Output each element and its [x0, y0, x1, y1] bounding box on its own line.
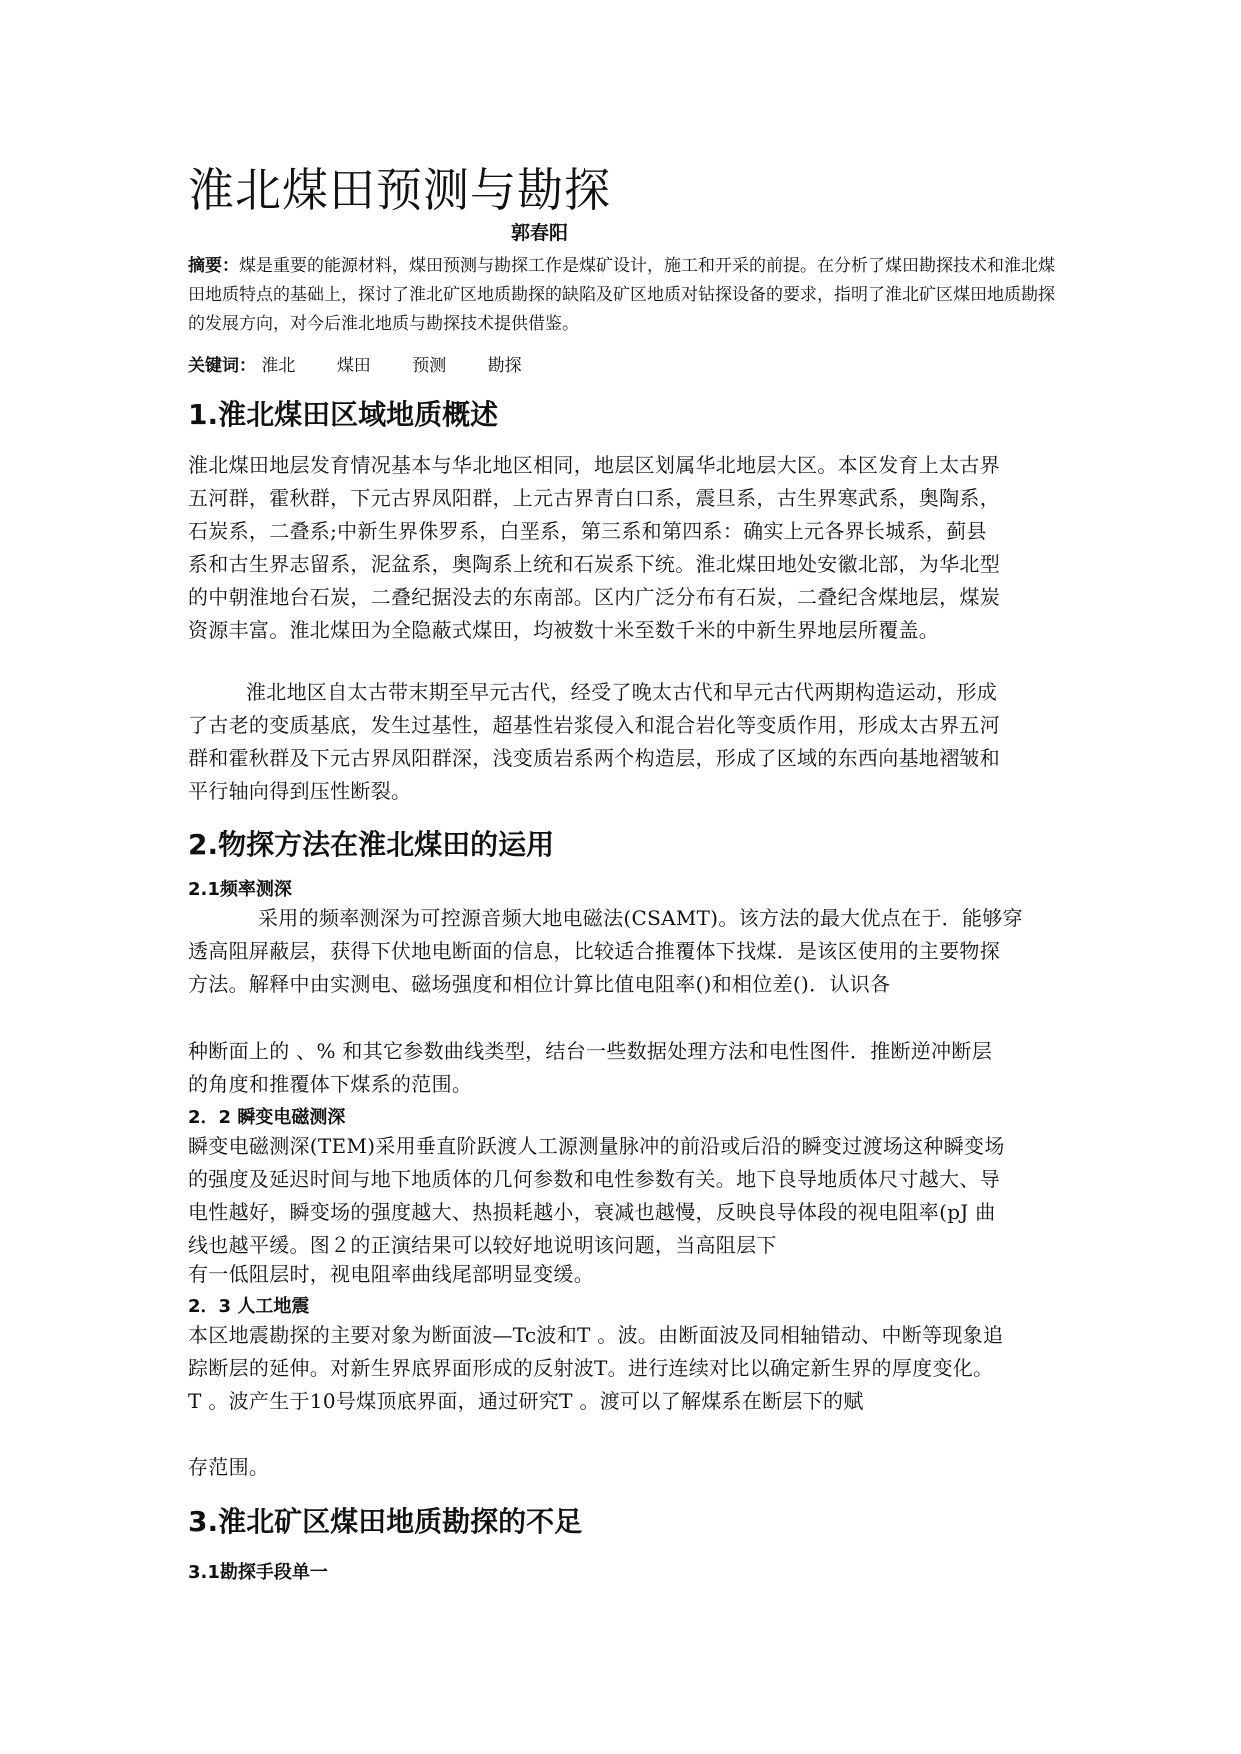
paragraph-line: 存范围。: [188, 1455, 270, 1479]
abstract-label: 摘要：: [188, 256, 239, 276]
section-2-heading: 2.物探方法在淮北煤田的运用: [188, 828, 555, 861]
keyword: 煤田: [336, 356, 371, 376]
paragraph-line: 系和古生界志留系，泥盆系，奥陶系上统和石炭系下统。淮北煤田地处安徽北部，为华北型: [188, 552, 1000, 576]
paragraph-line: 的角度和推覆体下煤系的范围。: [188, 1072, 473, 1096]
paragraph-line: 淮北煤田地层发育情况基本与华北地区相同，地层区划属华北地层大区。本区发育上太古界: [188, 453, 1000, 477]
document-title: 淮北煤田预测与勘探: [188, 163, 611, 217]
paragraph-line: 淮北地区自太古带末期至早元古代，经受了晚太古代和早元古代两期构造运动，形成: [246, 680, 998, 704]
subsection-2-1-heading: 2.1频率测深: [188, 879, 292, 900]
abstract-text: 煤是重要的能源材料，煤田预测与勘探工作是煤矿设计，施工和开采的前提。在分析了煤田勘探技术和淮北煤田地质特点的基础上，探讨了淮北矿区地质勘探的缺陷及矿区地质对钻探设备的要求，指明了淮北矿区煤田地质勘探的发展方向，对今后淮北地质与勘探技术提供借鉴。: [188, 256, 1055, 334]
section-3-heading: 3.淮北矿区煤田地质勘探的不足: [188, 1505, 583, 1538]
author-name: 郭春阳: [511, 222, 569, 244]
paragraph-line: 种断面上的 、% 和其它参数曲线类型，结台一些数据处理方法和电性图件．推断逆冲断层: [188, 1039, 993, 1063]
paragraph-line: 石炭系，二叠系;中新生界侏罗系，白垩系，第三系和第四系：确实上元各界长城系，蓟县: [188, 519, 987, 543]
keywords-label: 关键词：: [188, 356, 256, 376]
paragraph-line: 五河群，霍秋群，下元古界凤阳群，上元古界青白口系，震旦系，古生界寒武系，奥陶系，: [188, 486, 1000, 510]
keyword: 预测: [412, 356, 447, 376]
paragraph-line: 的强度及延迟时间与地下地质体的几何参数和电性参数有关。地下良导地质体尺寸越大、导: [188, 1167, 1000, 1191]
paragraph-line: 踪断层的延伸。对新生界底界面形成的反射波T。进行连续对比以确定新生界的厚度变化。: [188, 1356, 994, 1380]
paragraph-line: 了古老的变质基底，发生过基性，超基性岩浆侵入和混合岩化等变质作用，形成太古界五河: [188, 713, 1000, 737]
paragraph-line: T 。波产生于10号煤顶底界面，通过研究T 。渡可以了解煤系在断层下的赋: [188, 1389, 864, 1413]
paragraph-line: 瞬变电磁测深(TEM)采用垂直阶跃渡人工源测量脉冲的前沿或后沿的瞬变过渡场这种瞬变场: [188, 1134, 1005, 1158]
keywords: [188, 351, 558, 376]
paragraph-line: 采用的频率测深为可控源音频大地电磁法(CSAMT)。该方法的最大优点在于．能够穿: [258, 906, 1023, 930]
paragraph-line: 线也越平缓。图２的正演结果可以较好地说明该问题，当高阻层下: [188, 1233, 777, 1257]
paragraph-line: 资源丰富。淮北煤田为全隐蔽式煤田，均被数十米至数千米的中新生界地层所覆盖。: [188, 618, 940, 642]
paragraph-line: 的中朝淮地台石炭，二叠纪据没去的东南部。区内广泛分布有石炭，二叠纪含煤地层，煤炭: [188, 585, 1000, 609]
paragraph-line: 电性越好，瞬变场的强度越大、热损耗越小，衰减也越慢，反映良导体段的视电阻率(pJ 曲: [188, 1200, 996, 1224]
section-1-heading: 1.淮北煤田区域地质概述: [188, 398, 499, 431]
keyword: 淮北: [261, 356, 296, 376]
paragraph-line: 本区地震勘探的主要对象为断面波—Tc波和T 。波。由断面波及同相轴错动、中断等现象追: [188, 1323, 1004, 1347]
abstract: [188, 252, 1068, 339]
subsection-3-1-heading: 3.1勘探手段单一: [188, 1562, 328, 1583]
paragraph-line: 平行轴向得到压性断裂。: [188, 779, 412, 803]
paragraph-line: 有一低阻层时，视电阻率曲线尾部明显变缓。: [188, 1262, 594, 1286]
paragraph-line: 透高阻屏蔽层，获得下伏地电断面的信息，比较适合推覆体下找煤．是该区使用的主要物探: [188, 939, 1000, 963]
keyword: 勘探: [487, 356, 522, 376]
subsection-2-3-heading: 2．3 人工地震: [188, 1296, 310, 1317]
paragraph-line: 群和霍秋群及下元古界凤阳群深，浅变质岩系两个构造层，形成了区域的东西向基地褶皱和: [188, 746, 1000, 770]
subsection-2-2-heading: 2．2 瞬变电磁测深: [188, 1107, 346, 1128]
paragraph-line: 方法。解释中由实测电、磁场强度和相位计算比值电阻率()和相位差()．认识各: [188, 972, 891, 996]
